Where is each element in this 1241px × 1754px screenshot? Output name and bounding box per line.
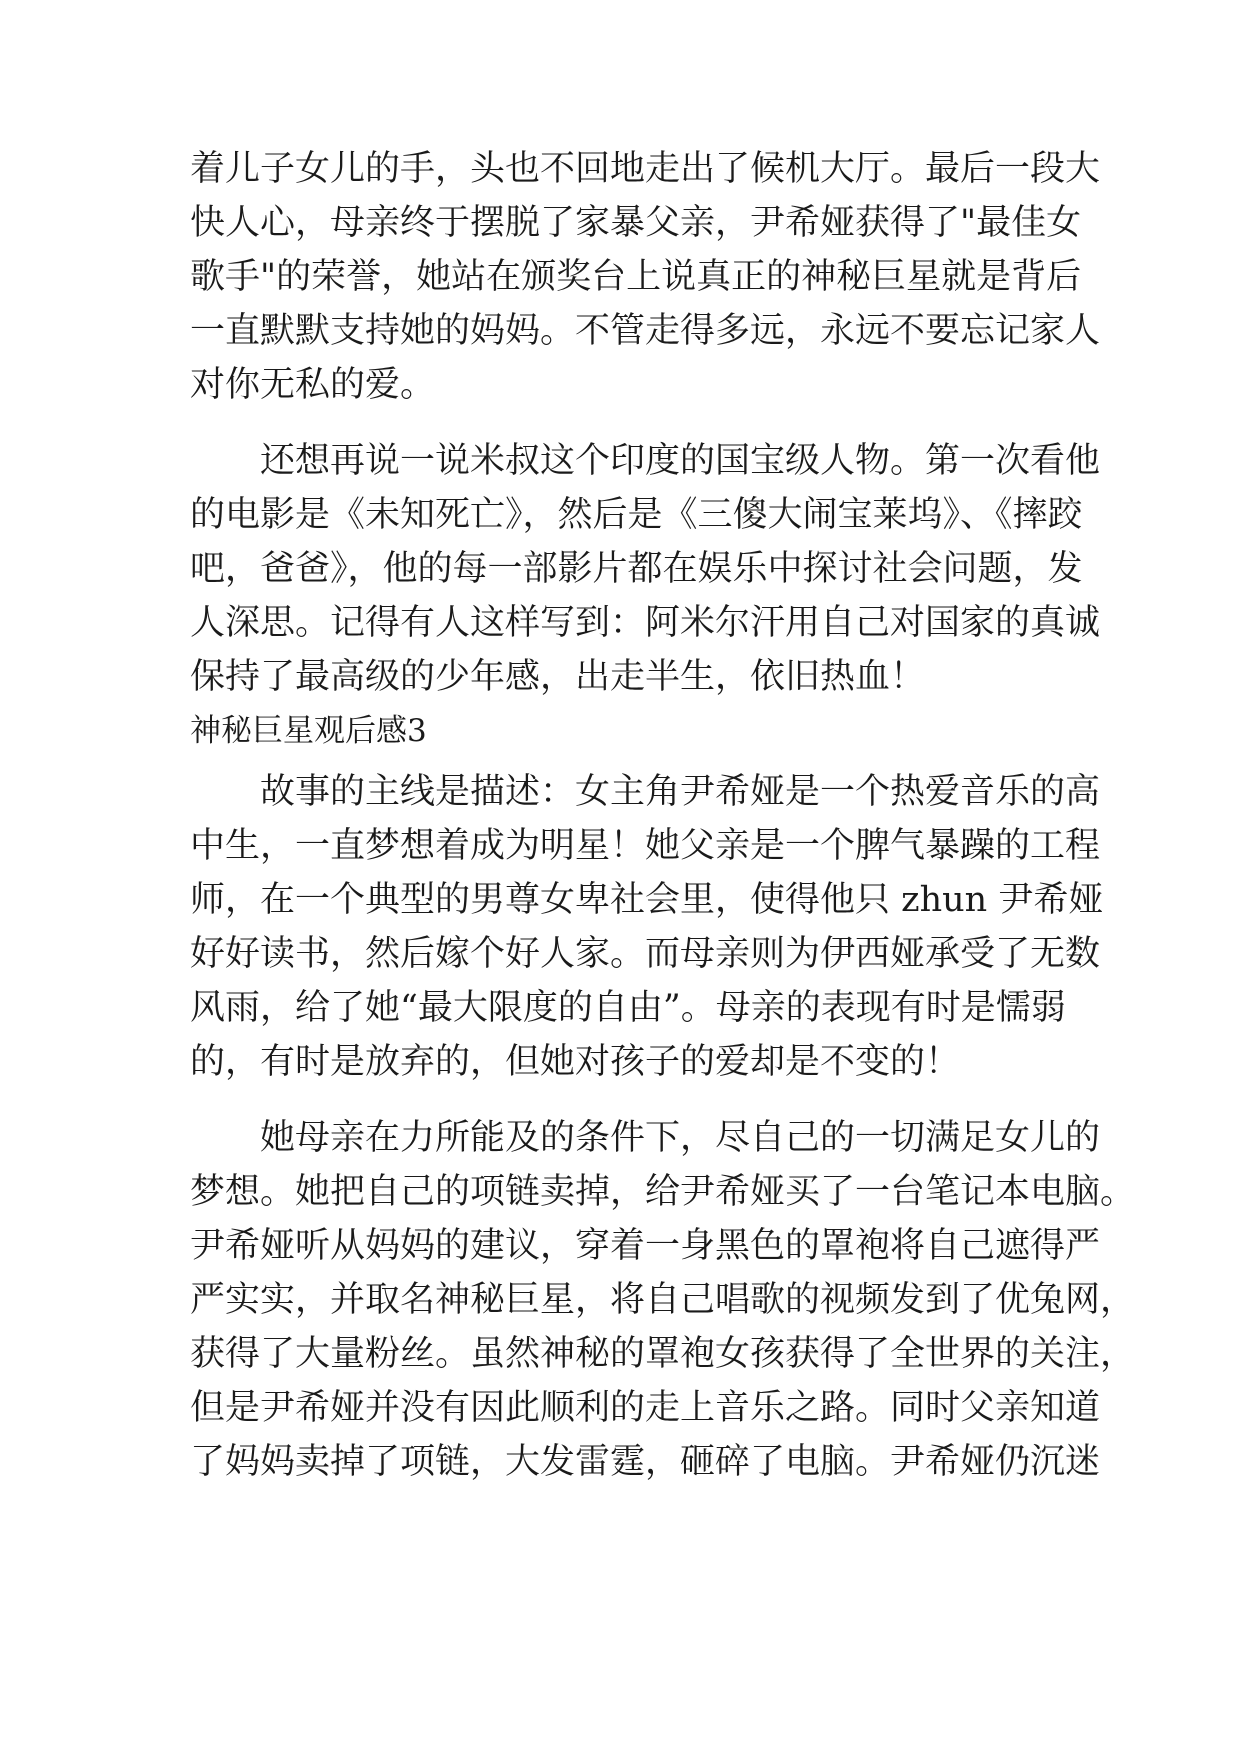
paragraph-line: 人深思。记得有人这样写到：阿米尔汗用自己对国家的真诚 <box>190 603 1101 643</box>
paragraph-line: 梦想。她把自己的项链卖掉，给尹希娅买了一台笔记本电脑。 <box>190 1172 1136 1212</box>
paragraph-line: 还想再说一说米叔这个印度的国宝级人物。第一次看他 <box>190 441 1101 481</box>
paragraph-line: 她母亲在力所能及的条件下，尽自己的一切满足女儿的 <box>190 1118 1101 1158</box>
paragraph-line: 歌手"的荣誉，她站在颁奖台上说真正的神秘巨星就是背后 <box>190 257 1082 297</box>
paragraph-line: 保持了最高级的少年感，出走半生，依旧热血！ <box>190 657 926 697</box>
paragraph-line: 对你无私的爱。 <box>190 365 436 405</box>
section-heading: 神秘巨星观后感3 <box>190 713 427 749</box>
paragraph-line: 吧，爸爸》，他的每一部影片都在娱乐中探讨社会问题，发 <box>190 549 1083 589</box>
paragraph-line: 故事的主线是描述：女主角尹希娅是一个热爱音乐的高 <box>190 772 1101 812</box>
paragraph-line: 中生，一直梦想着成为明星！她父亲是一个脾气暴躁的工程 <box>190 826 1101 866</box>
paragraph-line: 获得了大量粉丝。虽然神秘的罩袍女孩获得了全世界的关注， <box>190 1334 1136 1374</box>
paragraph-line: 的电影是《未知死亡》，然后是《三傻大闹宝莱坞》、《摔跤 <box>190 495 1083 535</box>
paragraph-line: 好好读书，然后嫁个好人家。而母亲则为伊西娅承受了无数 <box>190 934 1101 974</box>
paragraph-line: 但是尹希娅并没有因此顺利的走上音乐之路。同时父亲知道 <box>190 1388 1101 1428</box>
paragraph-line: 的，有时是放弃的，但她对孩子的爱却是不变的！ <box>190 1042 961 1082</box>
paragraph-line: 尹希娅听从妈妈的建议，穿着一身黑色的罩袍将自己遮得严 <box>190 1226 1101 1266</box>
paragraph-line: 风雨，给了她“最大限度的自由”。母亲的表现有时是懦弱 <box>190 988 1066 1028</box>
paragraph-line: 师，在一个典型的男尊女卑社会里，使得他只 zhun 尹希娅 <box>190 880 1104 920</box>
paragraph-line: 了妈妈卖掉了项链，大发雷霆，砸碎了电脑。尹希娅仍沉迷 <box>190 1442 1101 1482</box>
paragraph-line: 严实实，并取名神秘巨星，将自己唱歌的视频发到了优兔网， <box>190 1280 1136 1320</box>
paragraph-line: 快人心，母亲终于摆脱了家暴父亲，尹希娅获得了"最佳女 <box>190 203 1082 243</box>
paragraph-line: 一直默默支持她的妈妈。不管走得多远，永远不要忘记家人 <box>190 311 1101 351</box>
paragraph-line: 着儿子女儿的手，头也不回地走出了候机大厅。最后一段大 <box>190 149 1101 189</box>
